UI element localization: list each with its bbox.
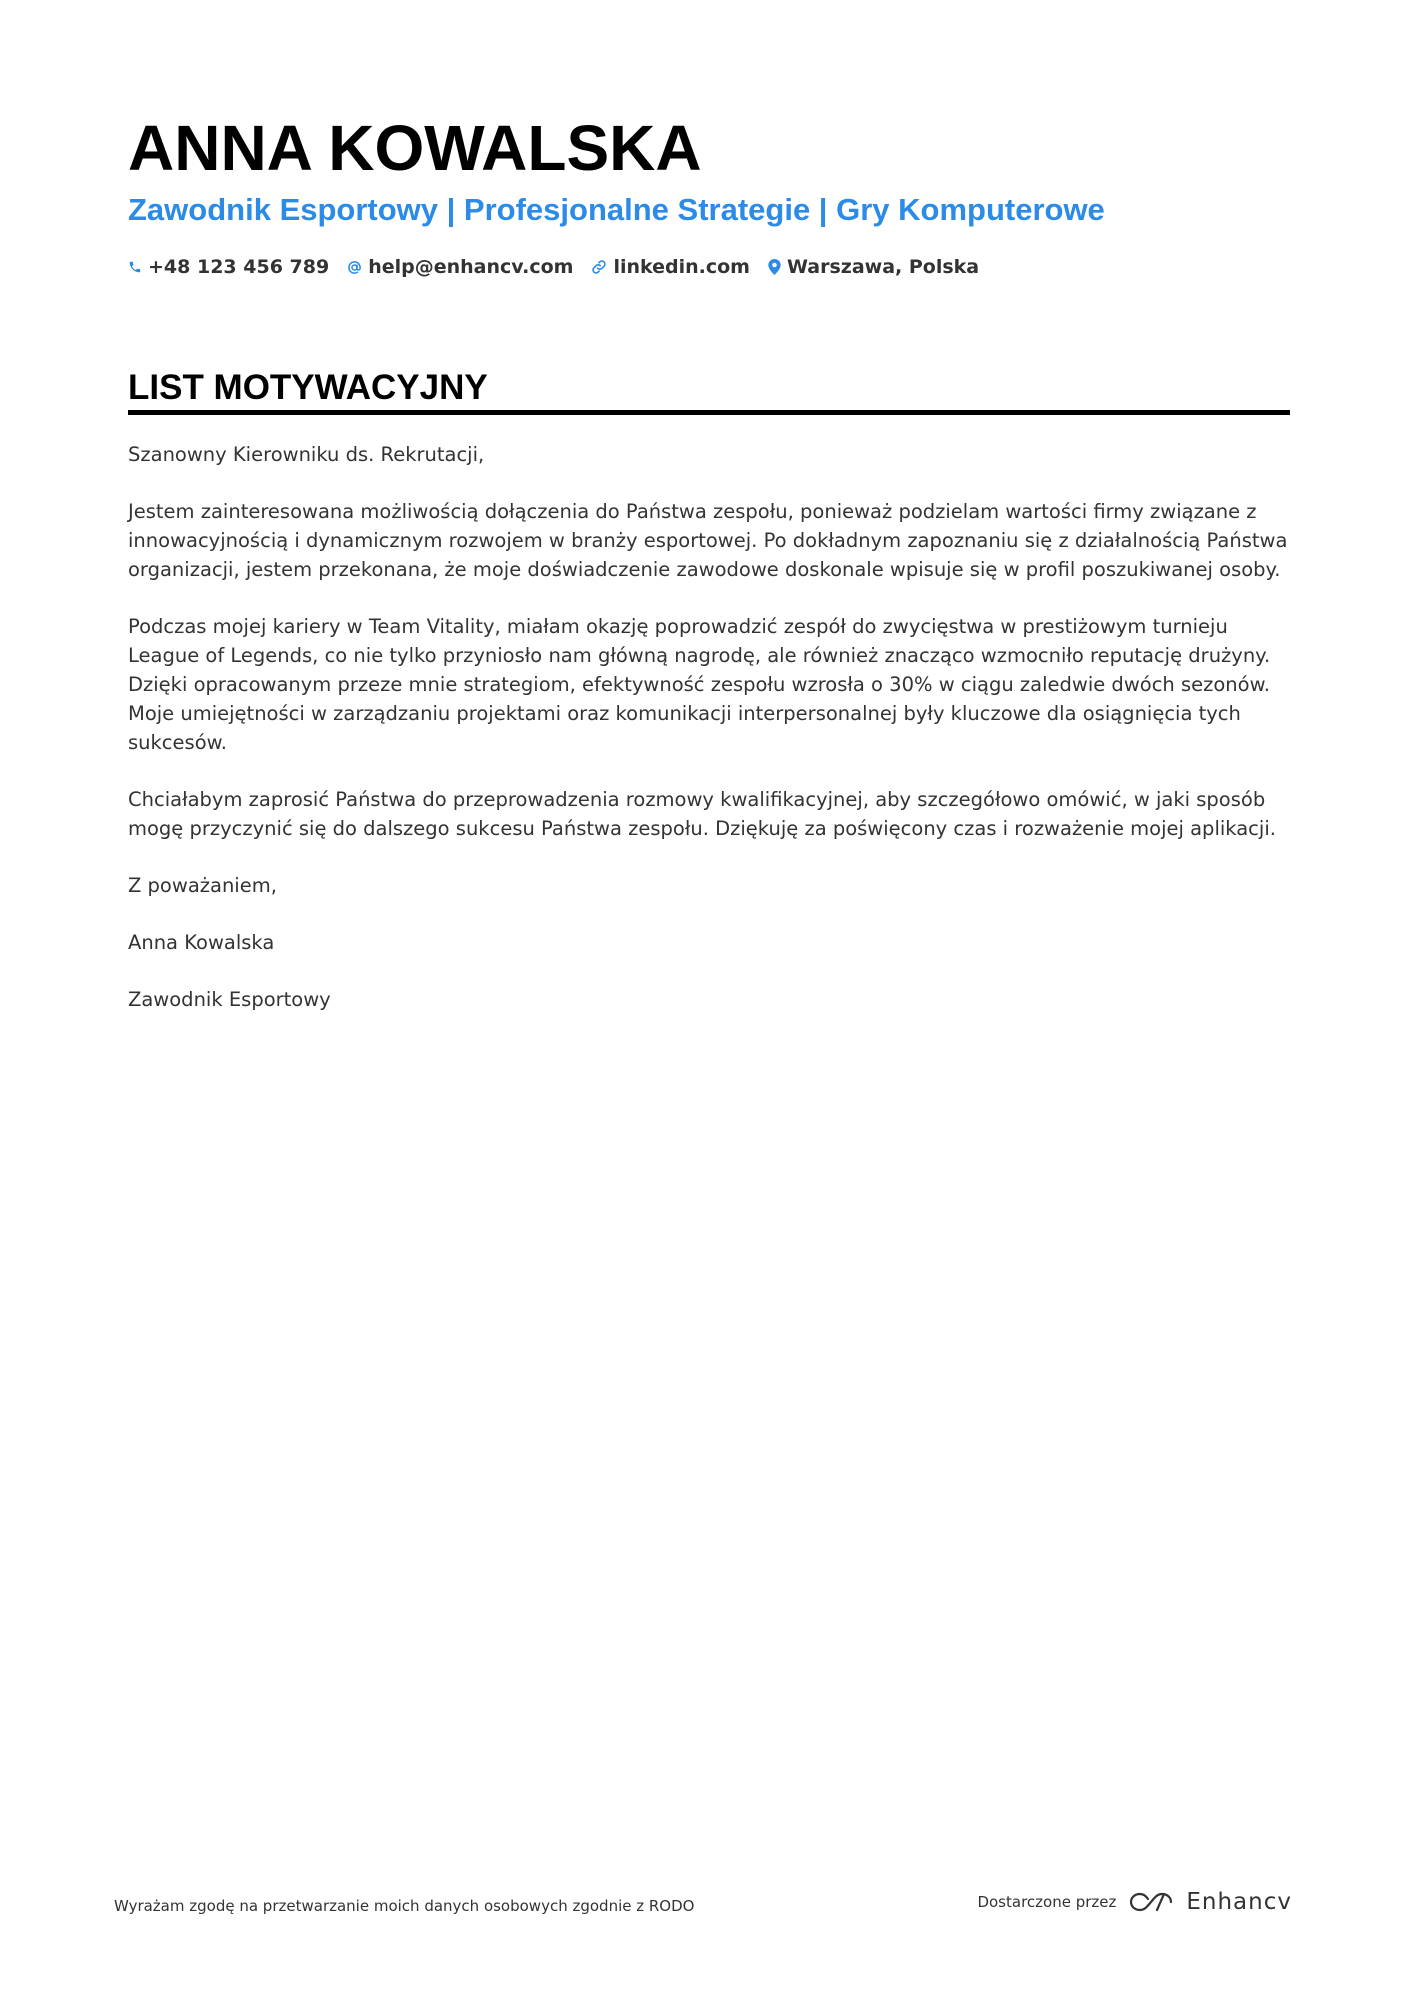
contact-linkedin[interactable]	[591, 256, 750, 278]
contact-info	[128, 252, 979, 282]
link-icon	[591, 259, 607, 275]
letter-greeting: Szanowny Kierowniku ds. Rekrutacji,	[128, 443, 485, 466]
at-icon	[347, 260, 362, 275]
brand-name: Enhancv	[1186, 1889, 1292, 1915]
contact-phone[interactable]	[128, 256, 329, 278]
contact-location	[768, 256, 979, 278]
section-divider	[128, 410, 1290, 415]
brand-credit[interactable]	[977, 1884, 1292, 1920]
letter-paragraph: Chciałabym zaprosić Państwa do przeprowadzenia rozmowy kwalifikacyjnej, aby szczegółowo omówić, w jaki sposób mogę przyczynić się do dalszego sukcesu Państwa zespołu. Dziękuję za poświęcony czas i rozważenie mojej aplikacji.	[128, 788, 1276, 840]
candidate-name: ANNA KOWALSKA	[128, 112, 702, 184]
map-pin-icon	[768, 259, 781, 275]
signature-name: Anna Kowalska	[128, 931, 275, 954]
brand-credit-label: Dostarczone przez	[977, 1893, 1117, 1911]
contact-email[interactable]	[347, 256, 573, 278]
email-text: help@enhancv.com	[368, 256, 574, 278]
letter-paragraph: Jestem zainteresowana możliwością dołączenia do Państwa zespołu, ponieważ podzielam wartości firmy związane z innowacyjnością i dynamicznym rozwojem w branży esportowej. Po dokładnym zapoznaniu się z działalnością Państwa organizacji, jestem przekonana, że moje doświadczenie zawodowe doskonale wpisuje się w profil poszukiwanej osoby.	[128, 500, 1288, 581]
location-text: Warszawa, Polska	[786, 256, 980, 278]
linkedin-text: linkedin.com	[613, 256, 750, 278]
section-heading: LIST MOTYWACYJNY	[128, 368, 488, 407]
candidate-title: Zawodnik Esportowy | Profesjonalne Strategie | Gry Komputerowe	[128, 192, 1105, 227]
enhancv-logo-icon	[1128, 1890, 1174, 1914]
signature-title: Zawodnik Esportowy	[128, 988, 331, 1011]
letter-body	[128, 440, 1290, 1042]
letter-closing: Z poważaniem,	[128, 874, 277, 897]
phone-icon	[128, 260, 142, 274]
phone-text: +48 123 456 789	[148, 256, 330, 278]
gdpr-consent: Wyrażam zgodę na przetwarzanie moich danych osobowych zgodnie z RODO	[114, 1897, 695, 1915]
letter-paragraph: Podczas mojej kariery w Team Vitality, miałam okazję poprowadzić zespół do zwycięstwa w prestiżowym turnieju League of Legends, co nie tylko przyniosło nam główną nagrodę, ale również znacząco wzmocniło reputację drużyny. Dzięki opracowanym przeze mnie strategiom, efektywność zespołu wzrosła o 30% w ciągu zaledwie dwóch sezonów. Moje umiejętności w zarządzaniu projektami oraz komunikacji interpersonalnej były kluczowe dla osiągnięcia tych sukcesów.	[128, 615, 1271, 754]
